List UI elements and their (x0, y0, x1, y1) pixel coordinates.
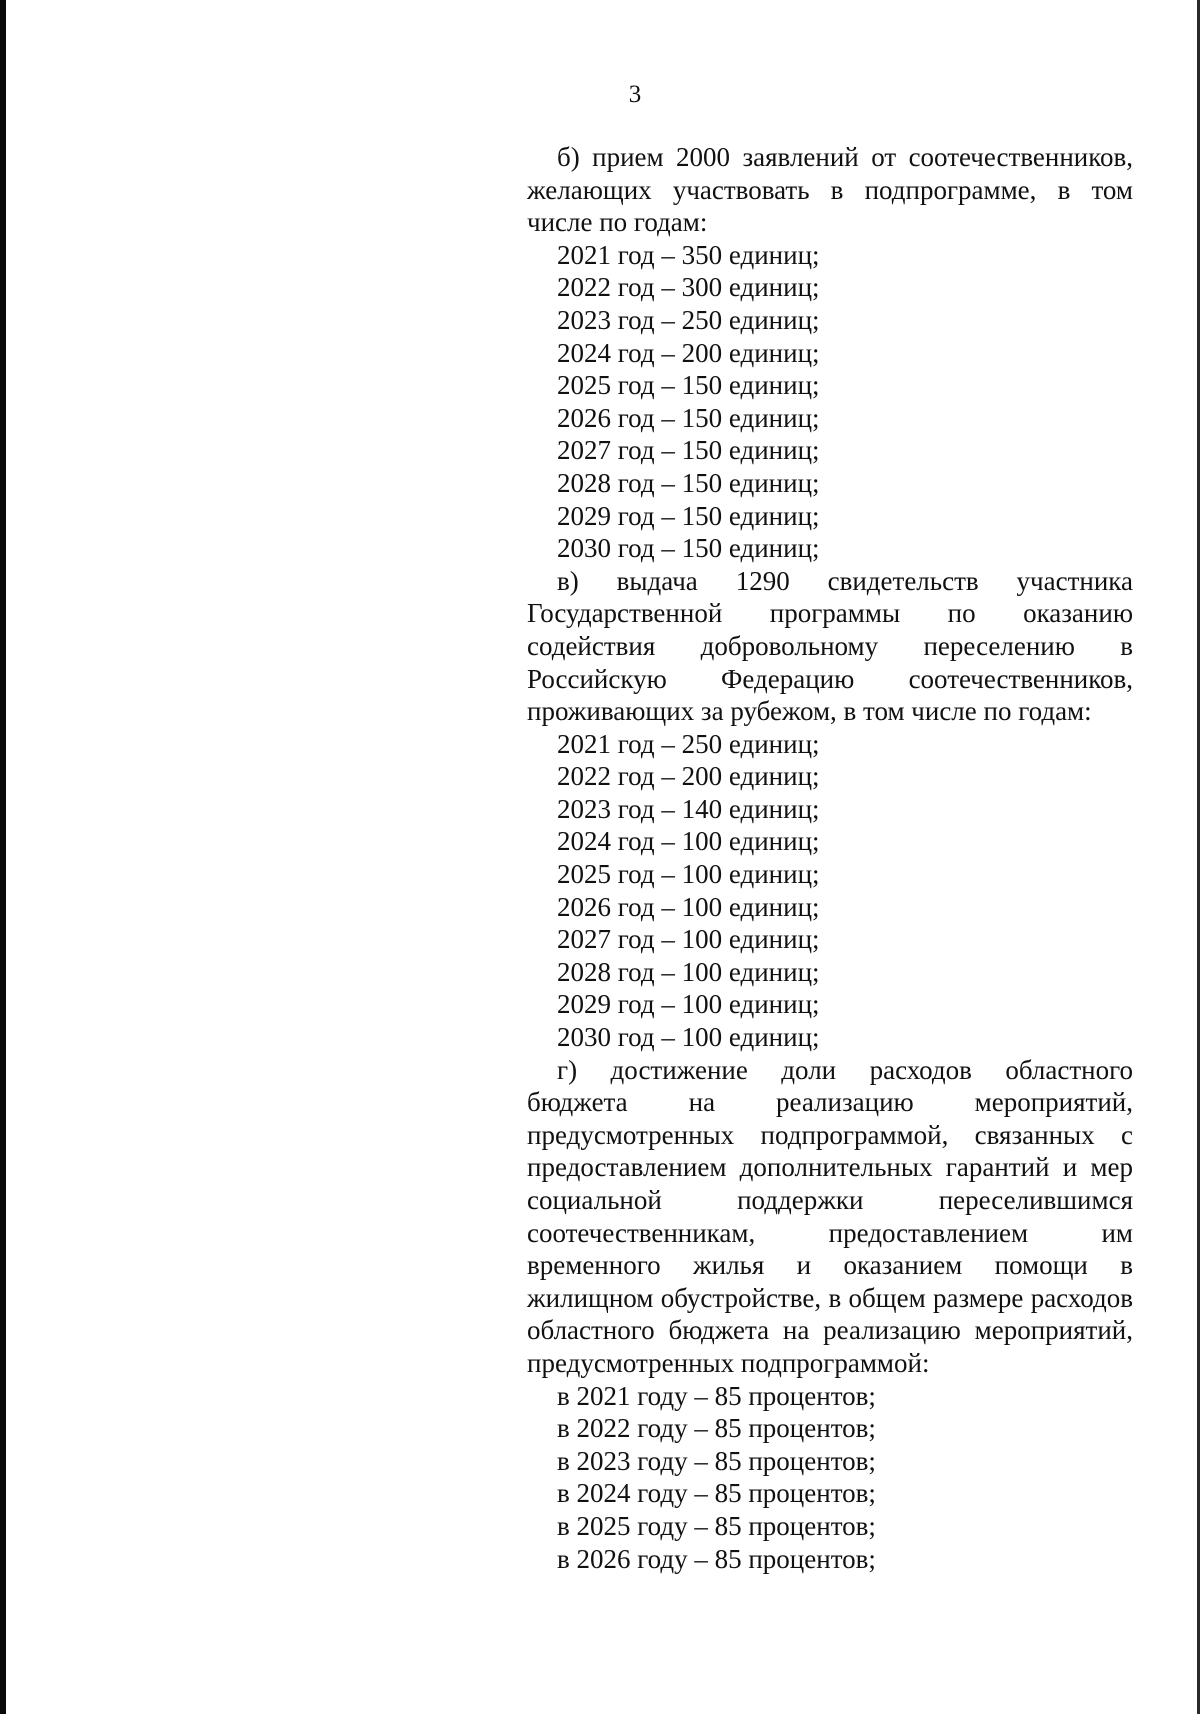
list-v (527, 728, 1133, 1054)
list-item: 2030 год – 100 единиц; (557, 1022, 820, 1053)
list-item: 2025 год – 150 единиц; (557, 370, 820, 401)
list-g (527, 1380, 1133, 1576)
list-item: 2029 год – 150 единиц; (557, 500, 820, 531)
list-item: 2024 год – 200 единиц; (557, 337, 820, 368)
list-item: в 2023 году – 85 процентов; (557, 1445, 876, 1476)
list-item: 2026 год – 100 единиц; (557, 891, 820, 922)
list-item: 2023 год – 140 единиц; (557, 793, 820, 824)
paragraph-b-intro: б) прием 2000 заявлений от соотечественников, желающих участвовать в подпрограмме, в том числе по годам: (527, 142, 1133, 238)
list-item: в 2024 году – 85 процентов; (557, 1478, 876, 1509)
list-item: 2030 год – 150 единиц; (557, 533, 820, 564)
list-b (527, 239, 1133, 565)
list-item: в 2025 году – 85 процентов; (557, 1510, 876, 1541)
list-item: 2023 год – 250 единиц; (557, 304, 820, 335)
list-item: 2029 год – 100 единиц; (557, 989, 820, 1020)
list-item: 2021 год – 350 единиц; (557, 239, 820, 270)
list-item: 2021 год – 250 единиц; (557, 728, 820, 759)
scan-edge-left (0, 0, 6, 1714)
list-item: в 2022 году – 85 процентов; (557, 1413, 876, 1444)
list-item: 2027 год – 100 единиц; (557, 924, 820, 955)
paragraph-v-intro: в) выдача 1290 свидетельств участника Государственной программы по оказанию содействия добровольному переселению в Российскую Федерацию соотечественников, проживающих за рубежом, в том числе по годам: (527, 565, 1133, 727)
list-item: 2024 год – 100 единиц; (557, 826, 820, 857)
list-item: в 2026 году – 85 процентов; (557, 1543, 876, 1574)
document-body (527, 141, 1133, 1575)
page-number: 3 (628, 81, 642, 108)
list-item: 2027 год – 150 единиц; (557, 435, 820, 466)
list-item: 2022 год – 300 единиц; (557, 272, 820, 303)
list-item: 2028 год – 150 единиц; (557, 467, 820, 498)
list-item: 2028 год – 100 единиц; (557, 956, 820, 987)
list-item: 2022 год – 200 единиц; (557, 761, 820, 792)
list-item: в 2021 году – 85 процентов; (557, 1380, 876, 1411)
list-item: 2025 год – 100 единиц; (557, 859, 820, 890)
paragraph-g-intro: г) достижение доли расходов областного бюджета на реализацию мероприятий, предусмотренных подпрограммой, связанных с предоставлением дополнительных гарантий и мер социальной поддержки переселившимся соотечественникам, предоставлением им временного жилья и оказанием помощи в жилищном обустройстве, в общем размере расходов областного бюджета на реализацию мероприятий, предусмотренных подпрограммой: (527, 1054, 1133, 1378)
list-item: 2026 год – 150 единиц; (557, 402, 820, 433)
